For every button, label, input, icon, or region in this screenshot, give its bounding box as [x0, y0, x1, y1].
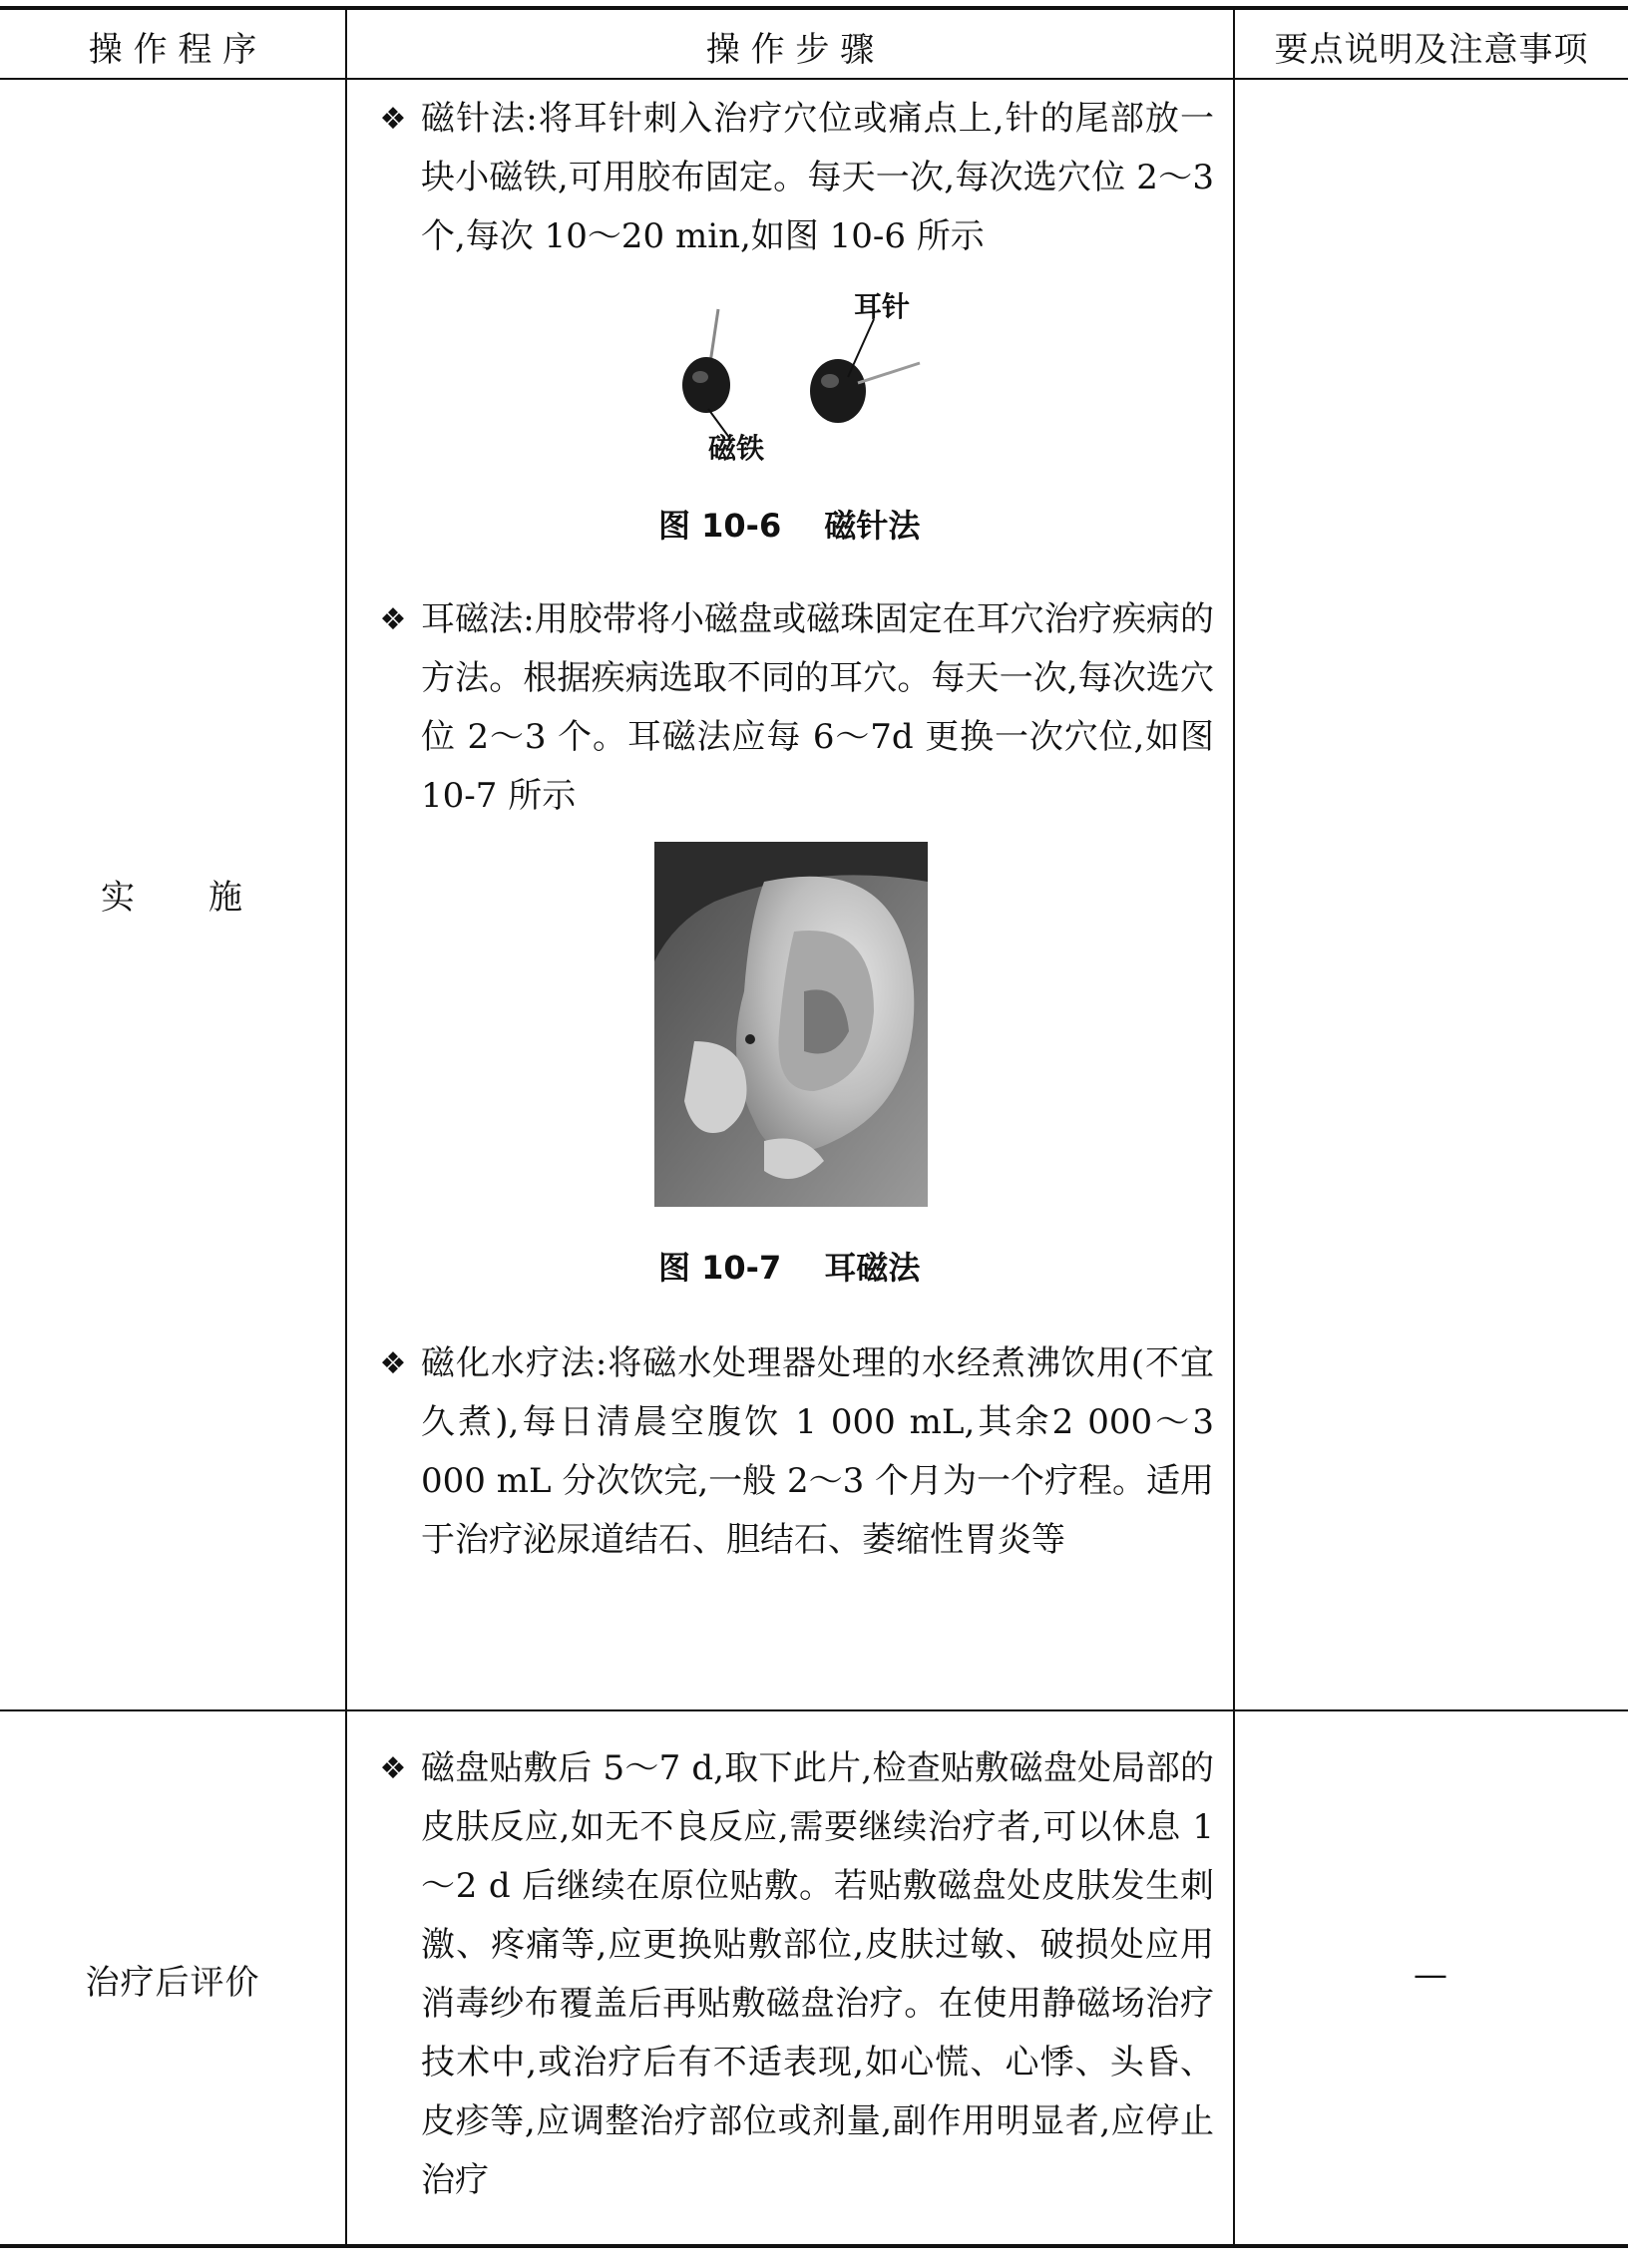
- stage-post-treatment-evaluation: 治疗后评价: [85, 1963, 260, 2003]
- figure-caption-10-6: 图 10-6 磁针法: [658, 507, 921, 545]
- diamond-bullet-icon: ❖: [379, 602, 407, 637]
- notes-dash: —: [1414, 1955, 1449, 1995]
- ear-magnet-bead: [745, 1034, 755, 1044]
- step-magnetized-water: [371, 1334, 1214, 1570]
- column-divider-1: [345, 8, 347, 2246]
- header-procedure: 操 作 程 序: [88, 30, 257, 70]
- figure-label-needle: 耳针: [854, 290, 911, 323]
- row-divider-rule: [0, 1709, 1628, 1711]
- figure-ear-photo: [654, 842, 928, 1207]
- step-text: 耳磁法:用胶带将小磁盘或磁珠固定在耳穴治疗疾病的方法。根据疾病选取不同的耳穴。每天一次,每次选穴位 2～3 个。耳磁法应每 6～7d 更换一次穴位,如图 10-7 所示: [421, 599, 1214, 816]
- header-notes: 要点说明及注意事项: [1274, 30, 1589, 70]
- column-divider-2: [1233, 8, 1235, 2246]
- figure-caption-10-7: 图 10-7 耳磁法: [658, 1249, 921, 1287]
- step-text: 磁针法:将耳针刺入治疗穴位或痛点上,针的尾部放一块小磁铁,可用胶布固定。每天一次,每次选穴位 2～3 个,每次 10～20 min,如图 10-6 所示: [421, 99, 1214, 256]
- diamond-bullet-icon: ❖: [379, 102, 407, 137]
- stage-implementation: 实 施: [101, 878, 244, 918]
- step-text: 磁盘贴敷后 5～7 d,取下此片,检查贴敷磁盘处局部的皮肤反应,如无不良反应,需要继续治疗者,可以休息 1～2 d 后继续在原位贴敷。若贴敷磁盘处皮肤发生刺激、疼痛等,应更换贴敷部位,皮肤过敏、破损处应用消毒纱布覆盖后再贴敷磁盘治疗。在使用静磁场治疗技术中,或治疗后有不适表现,如心慌、心悸、头昏、皮疹等,应调整治疗部位或剂量,副作用明显者,应停止治疗: [421, 1748, 1214, 2200]
- step-post-treatment: [371, 1739, 1214, 2210]
- magnet-icon: [682, 357, 730, 413]
- needle-magnet-icon: [810, 359, 866, 423]
- step-text: 磁化水疗法:将磁水处理器处理的水经煮沸饮用(不宜久煮),每日清晨空腹饮 1 000 mL,其余2 000～3 000 mL 分次饮完,一般 2～3 个月为一个疗程。适用于治疗泌尿道结石、胆结石、萎缩性胃炎等: [421, 1343, 1215, 1560]
- diamond-bullet-icon: ❖: [379, 1751, 407, 1786]
- diamond-bullet-icon: ❖: [379, 1346, 407, 1381]
- header-bottom-rule: [0, 78, 1628, 80]
- header-steps: 操 作 步 骤: [705, 30, 875, 70]
- step-magnetic-needle: [371, 90, 1214, 266]
- table-top-rule: [0, 6, 1628, 10]
- table-bottom-rule: [0, 2244, 1628, 2248]
- step-ear-magnet: [371, 590, 1214, 826]
- figure-label-magnet: 磁铁: [708, 432, 765, 465]
